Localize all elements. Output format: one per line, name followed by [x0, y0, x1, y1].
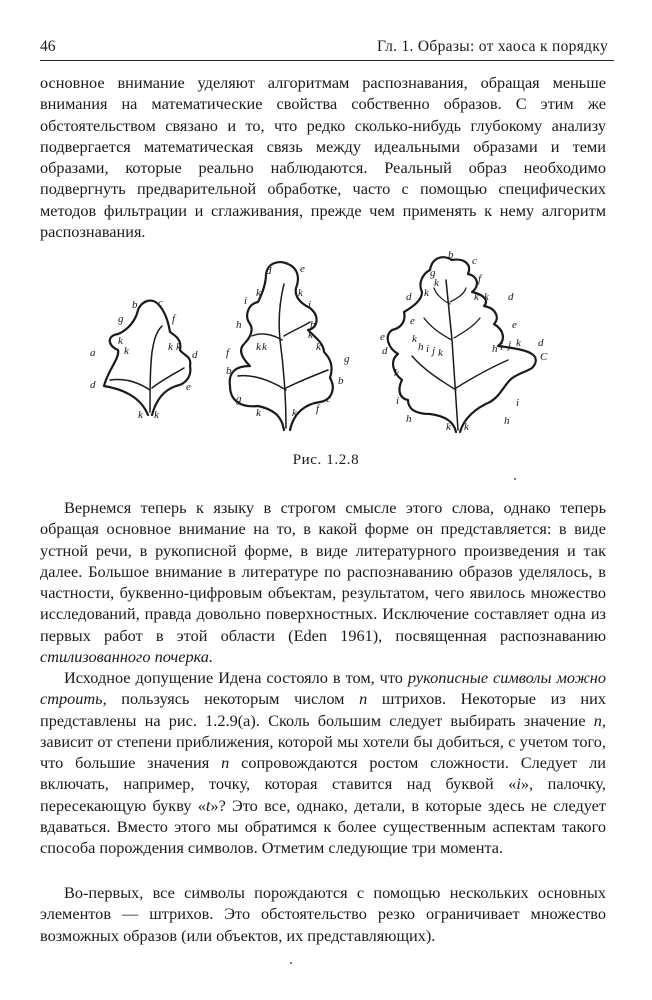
leaf-label: b: [226, 365, 232, 377]
paragraph-3-text: »? Это все, однако, детали, в которые здесь не следует вдаваться. Вместо этого мы обратимся к более существенным аспектам такого способа порождения символов. Отметим следующие три момента.: [40, 795, 607, 858]
leaf-label: k: [464, 421, 469, 433]
leaf-label: k: [424, 287, 429, 299]
leaf-label: d: [90, 379, 96, 391]
leaf-label: c: [158, 297, 163, 309]
running-title: Гл. 1. Образы: от хаоса к порядку: [377, 38, 608, 55]
leaf-label: k: [176, 341, 181, 353]
leaf-3-labels: [380, 249, 548, 433]
paragraph-3-italic: рукописные символы можно строить,: [40, 668, 607, 709]
leaf-label: h: [406, 413, 412, 425]
paragraph-3-italic: n,: [593, 710, 606, 730]
leaf-label: k: [412, 333, 417, 345]
leaf-1-labels: [90, 297, 198, 421]
leaf-label: d: [538, 337, 544, 349]
running-header: [40, 36, 614, 61]
leaf-label: h: [504, 415, 510, 427]
leaf-label: e: [300, 263, 305, 275]
leaf-label: i: [426, 343, 430, 355]
paragraph-3-italic: n: [221, 753, 230, 773]
leaf-label: a: [90, 347, 96, 359]
leaf-label: k: [484, 291, 489, 303]
leaf-label: g: [118, 313, 124, 325]
paragraph-2-italic: стилизованного почерка.: [40, 647, 214, 667]
leaf-label: k: [118, 335, 123, 347]
leaf-label: d: [508, 291, 514, 303]
leaf-label: k: [262, 341, 267, 353]
leaf-label: k: [434, 277, 439, 289]
leaf-3-drawing: [388, 257, 536, 432]
page-number: 46: [40, 38, 56, 55]
leaf-label: e: [186, 381, 191, 393]
leaf-label: k: [516, 337, 521, 349]
leaf-label: j: [508, 339, 512, 351]
leaf-label: f: [172, 313, 176, 325]
leaf-label: d: [266, 265, 272, 277]
leaf-label: g: [344, 353, 350, 365]
paragraph-3-text: сопровождаются ростом сложности. Следует ли включать, например, точку, которая ставится над буквой «: [40, 753, 606, 794]
paragraph-3-italic: i: [516, 774, 521, 794]
paragraph-2-text: Вернемся теперь к языку в строгом смысле этого слова, однако теперь обращая основное внимание на то, в какой форме он представляется: в виде устной речи, в рукописной форме, в виде литературного произведения и так далее. Большое внимание в литературе по распознаванию образов уделялось, в частности, буквенно-цифровым объектам, результатом, чего явилось множество исследований, правда довольно поверхностных. Исключение составляет одна из первых работ в этой области (Eden 1961), посвященная распознаванию: [40, 498, 606, 645]
print-speck: [514, 478, 516, 480]
print-speck: [290, 962, 292, 964]
leaf-label: h: [310, 319, 316, 331]
leaf-label: e: [380, 331, 385, 343]
leaf-label: h: [236, 319, 242, 331]
leaf-label: h: [492, 343, 498, 355]
leaf-label: k: [308, 329, 313, 341]
leaf-label: c: [326, 393, 331, 405]
paragraph-3-text: штрихов. Некоторые из них представлены на рис. 1.2.9(а). Сколь большим следует выбирать значение: [40, 689, 606, 730]
leaf-label: d: [192, 349, 198, 361]
leaf-label: j: [432, 345, 436, 357]
paragraph-3-italic: t: [205, 795, 211, 815]
leaf-label: f: [226, 347, 230, 359]
leaf-label: f: [316, 403, 320, 415]
leaf-label: k: [316, 341, 321, 353]
leaf-label: b: [448, 249, 454, 261]
leaf-label: b: [132, 299, 138, 311]
leaf-label: d: [382, 345, 388, 357]
leaf-label: k: [168, 341, 173, 353]
leaf-label: i: [308, 299, 312, 311]
leaf-label: i: [500, 341, 504, 353]
figure-caption: Рис. 1.2.8: [292, 452, 360, 468]
paragraph-3-text: зависит от степени приближения, которой мы хотели бы добиться, с учетом того, что большие значения: [40, 731, 606, 773]
paragraph-3-text: Исходное допущение Идена состояло в том, что: [64, 668, 408, 687]
leaf-label: f: [478, 273, 482, 285]
paragraph-2: [40, 497, 606, 667]
paragraph-3: [40, 667, 606, 859]
leaf-label: i: [396, 395, 400, 407]
paragraph-3-text: пользуясь некоторым числом: [106, 689, 360, 709]
leaf-label: k: [474, 291, 479, 303]
leaf-label: k: [256, 287, 261, 299]
leaf-label: c: [472, 255, 477, 267]
leaf-label: k: [154, 409, 159, 421]
leaf-label: k: [446, 421, 451, 433]
leaf-label: k: [256, 341, 261, 353]
leaf-label: g: [236, 393, 242, 405]
leaf-label: C: [540, 351, 548, 363]
leaf-label: g: [430, 267, 436, 279]
leaf-label: k: [138, 409, 143, 421]
leaf-label: h: [418, 341, 424, 353]
paragraph-3-text: », палочку, пересекающую букву «: [40, 774, 606, 815]
paragraph-1: основное внимание уделяют алгоритмам распознавания, обращая меньше внимания на математические свойства собственно образов. С этим же обстоятельством связано и то, что редко сколько-нибудь глубокому анализу подвергается математическая связь между идеальными образами и теми образами, которые реально наблюдаются. Реальный образ необходимо подвергнуть предварительной обработке, часто с помощью специфических методов фильтрации и сглаживания, прежде чем применять к нему алгоритм распознавания.: [40, 73, 606, 242]
leaf-label: d: [406, 291, 412, 303]
leaf-label: b: [338, 375, 344, 387]
leaf-figure: [80, 240, 560, 440]
paragraph-3-italic: n: [359, 689, 368, 709]
leaf-label: k: [438, 347, 443, 359]
leaf-label: k: [124, 345, 129, 357]
leaf-label: e: [410, 315, 415, 327]
leaf-label: k: [394, 367, 399, 379]
leaf-label: e: [512, 319, 517, 331]
leaf-1-drawing: [104, 301, 190, 415]
leaf-label: k: [256, 407, 261, 419]
leaf-label: i: [244, 295, 248, 307]
leaf-label: i: [516, 397, 520, 409]
leaf-label: k: [292, 407, 297, 419]
paragraph-4: Во-первых, все символы порождаются с помощью нескольких основных элементов — штрихов. Это обстоятельство резко ограничивает множество возможных образов (или объектов, их представляющих).: [40, 883, 606, 945]
leaf-label: k: [298, 287, 303, 299]
